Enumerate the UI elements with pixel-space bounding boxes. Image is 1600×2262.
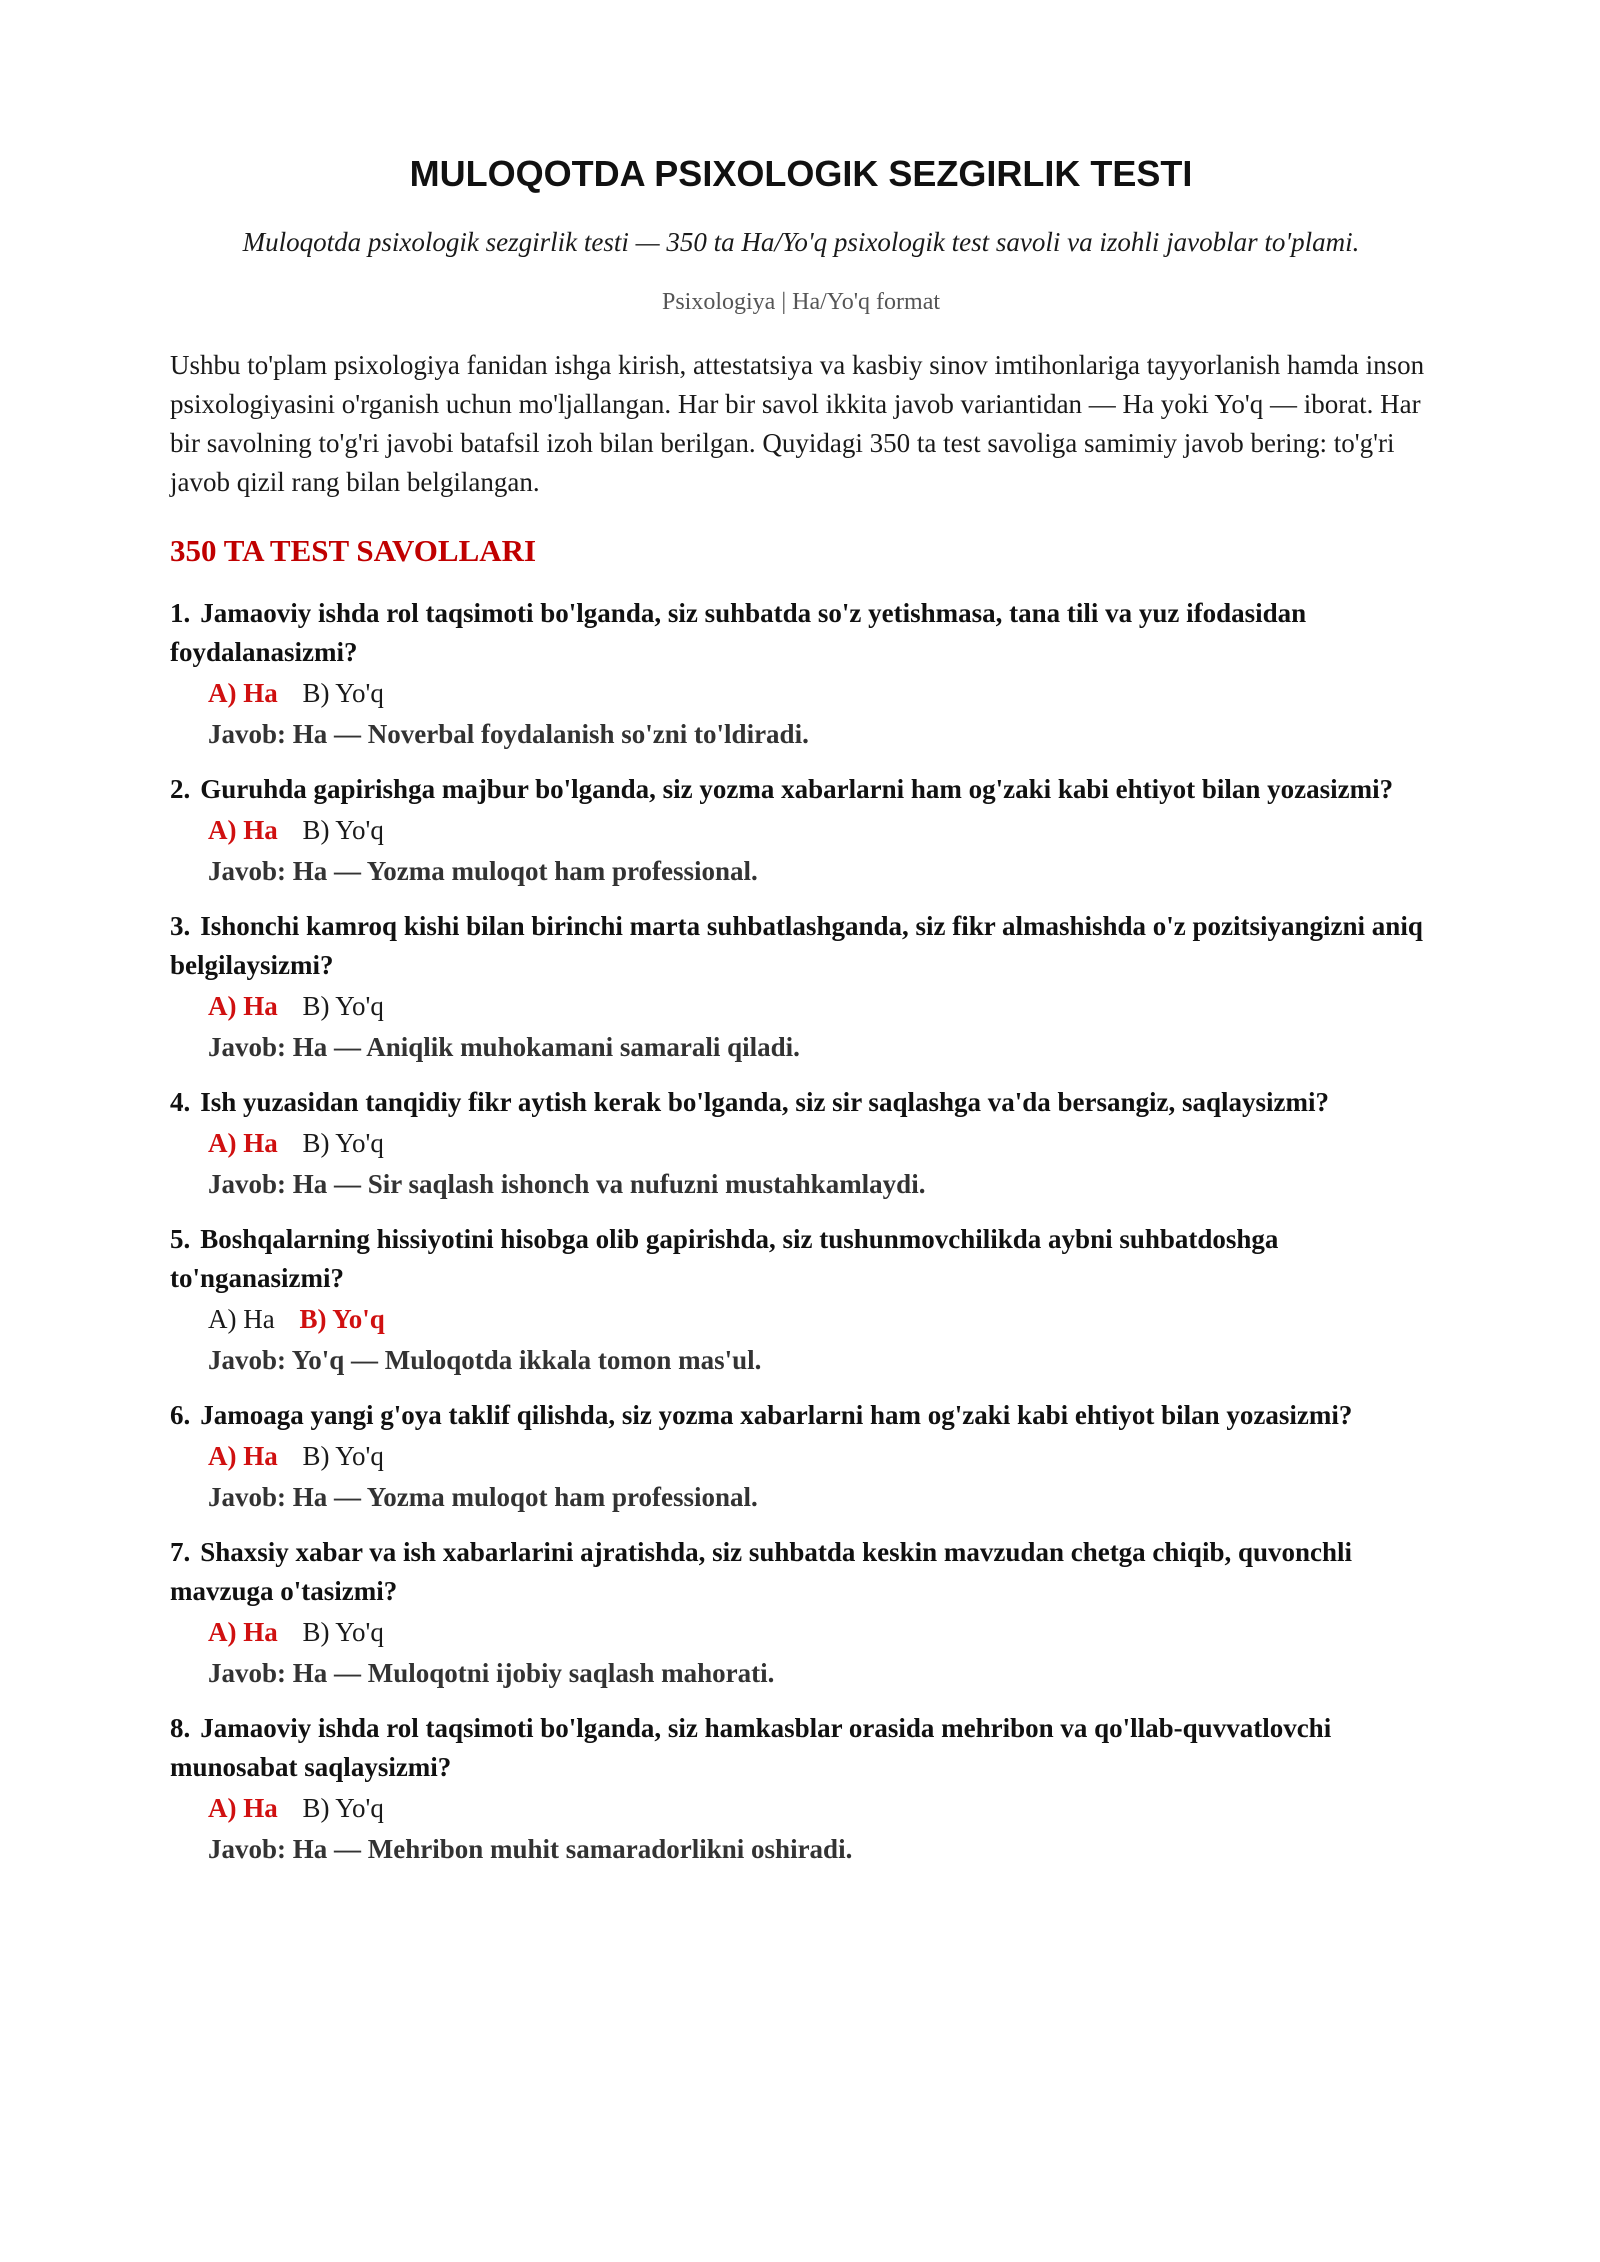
option-a: A) Ha	[208, 1793, 278, 1823]
answer-explanation: Javob: Ha — Muloqotni ijobiy saqlash mahorati.	[208, 1658, 775, 1688]
answer-explanation: Javob: Ha — Noverbal foydalanish so'zni to'ldiradi.	[208, 719, 809, 749]
document-title: MULOQOTDA PSIXOLOGIK SEZGIRLIK TESTI	[409, 153, 1193, 194]
answer-options	[208, 674, 1432, 713]
question-body: Jamaoviy ishda rol taqsimoti bo'lganda, siz suhbatda so'z yetishmasa, tana tili va yuz ifodasidan foydalanasizmi?	[170, 598, 1307, 667]
question-text	[170, 594, 1432, 672]
question-body: Shaxsiy xabar va ish xabarlarini ajratishda, siz suhbatda keskin mavzudan chetga chiqib, quvonchli mavzuga o'tasizmi?	[170, 1537, 1353, 1606]
option-a: A) Ha	[208, 1617, 278, 1647]
answer-explanation: Javob: Ha — Aniqlik muhokamani samarali qiladi.	[208, 1032, 800, 1062]
option-b: B) Yo'q	[302, 678, 384, 708]
question-number: 2.	[170, 774, 191, 804]
question-body: Guruhda gapirishga majbur bo'lganda, siz yozma xabarlarni ham og'zaki kabi ehtiyot bilan yozasizmi?	[200, 774, 1394, 804]
option-a: A) Ha	[208, 1128, 278, 1158]
question-number: 3.	[170, 911, 191, 941]
question-number: 5.	[170, 1224, 191, 1254]
answer-explanation: Javob: Yo'q — Muloqotda ikkala tomon mas'ul.	[208, 1345, 762, 1375]
answer-options	[208, 1437, 1432, 1476]
question-text	[170, 1083, 1432, 1122]
answer-explanation: Javob: Ha — Sir saqlash ishonch va nufuzni mustahkamlaydi.	[208, 1169, 926, 1199]
question-body: Ish yuzasidan tanqidiy fikr aytish kerak bo'lganda, siz sir saqlashga va'da bersangiz, saqlaysizmi?	[200, 1087, 1330, 1117]
option-a: A) Ha	[208, 991, 278, 1021]
option-b: B) Yo'q	[302, 1793, 384, 1823]
answer-explanation: Javob: Ha — Mehribon muhit samaradorlikni oshiradi.	[208, 1834, 853, 1864]
question-text	[170, 1220, 1432, 1298]
option-a: A) Ha	[208, 1441, 278, 1471]
option-a: A) Ha	[208, 1304, 275, 1334]
answer-options	[208, 1789, 1432, 1828]
question-body: Jamoaga yangi g'oya taklif qilishda, siz yozma xabarlarni ham og'zaki kabi ehtiyot bilan yozasizmi?	[200, 1400, 1353, 1430]
question-text	[170, 1709, 1432, 1787]
section-heading: 350 TA TEST SAVOLLARI	[170, 533, 537, 568]
option-b: B) Yo'q	[302, 1441, 384, 1471]
question-item	[170, 1220, 1432, 1380]
question-number: 1.	[170, 598, 191, 628]
answer-options	[208, 811, 1432, 850]
question-item	[170, 770, 1432, 891]
question-text	[170, 907, 1432, 985]
question-number: 7.	[170, 1537, 191, 1567]
answer-options	[208, 987, 1432, 1026]
option-b: B) Yo'q	[302, 1617, 384, 1647]
option-a: A) Ha	[208, 678, 278, 708]
document-subtitle: Muloqotda psixologik sezgirlik testi — 350 ta Ha/Yo'q psixologik test savoli va izohli javoblar to'plami.	[242, 227, 1360, 257]
question-text	[170, 770, 1432, 809]
question-body: Ishonchi kamroq kishi bilan birinchi marta suhbatlashganda, siz fikr almashishda o'z pozitsiyangizni aniq belgilaysizmi?	[170, 911, 1423, 980]
question-item	[170, 907, 1432, 1067]
question-number: 6.	[170, 1400, 191, 1430]
question-item	[170, 1396, 1432, 1517]
option-b: B) Yo'q	[302, 1128, 384, 1158]
question-body: Jamaoviy ishda rol taqsimoti bo'lganda, siz hamkasblar orasida mehribon va qo'llab-quvvatlovchi munosabat saqlaysizmi?	[170, 1713, 1332, 1782]
question-number: 8.	[170, 1713, 191, 1743]
question-item	[170, 1709, 1432, 1869]
answer-options	[208, 1300, 1432, 1339]
question-number: 4.	[170, 1087, 191, 1117]
answer-explanation: Javob: Ha — Yozma muloqot ham professional.	[208, 1482, 758, 1512]
option-b: B) Yo'q	[302, 815, 384, 845]
answer-explanation: Javob: Ha — Yozma muloqot ham professional.	[208, 856, 758, 886]
option-b: B) Yo'q	[302, 991, 384, 1021]
question-item	[170, 1083, 1432, 1204]
option-b: B) Yo'q	[299, 1304, 385, 1334]
document-page	[170, 150, 1432, 1885]
option-a: A) Ha	[208, 815, 278, 845]
question-item	[170, 594, 1432, 754]
question-text	[170, 1396, 1432, 1435]
answer-options	[208, 1124, 1432, 1163]
document-meta: Psixologiya | Ha/Yo'q format	[661, 289, 941, 315]
answer-options	[208, 1613, 1432, 1652]
question-body: Boshqalarning hissiyotini hisobga olib gapirishda, siz tushunmovchilikda aybni suhbatdoshga to'nganasizmi?	[170, 1224, 1279, 1293]
question-text	[170, 1533, 1432, 1611]
intro-paragraph: Ushbu to'plam psixologiya fanidan ishga kirish, attestatsiya va kasbiy sinov imtihonlariga tayyorlanish hamda inson psixologiyasini o'rganish uchun mo'ljallangan. Har bir savol ikkita javob variantidan — Ha yoki Yo'q — iborat. Har bir savolning to'g'ri javobi batafsil izoh bilan berilgan. Quyidagi 350 ta test savoliga samimiy javob bering: to'g'ri javob qizil rang bilan belgilangan.	[170, 350, 1425, 497]
question-item	[170, 1533, 1432, 1693]
